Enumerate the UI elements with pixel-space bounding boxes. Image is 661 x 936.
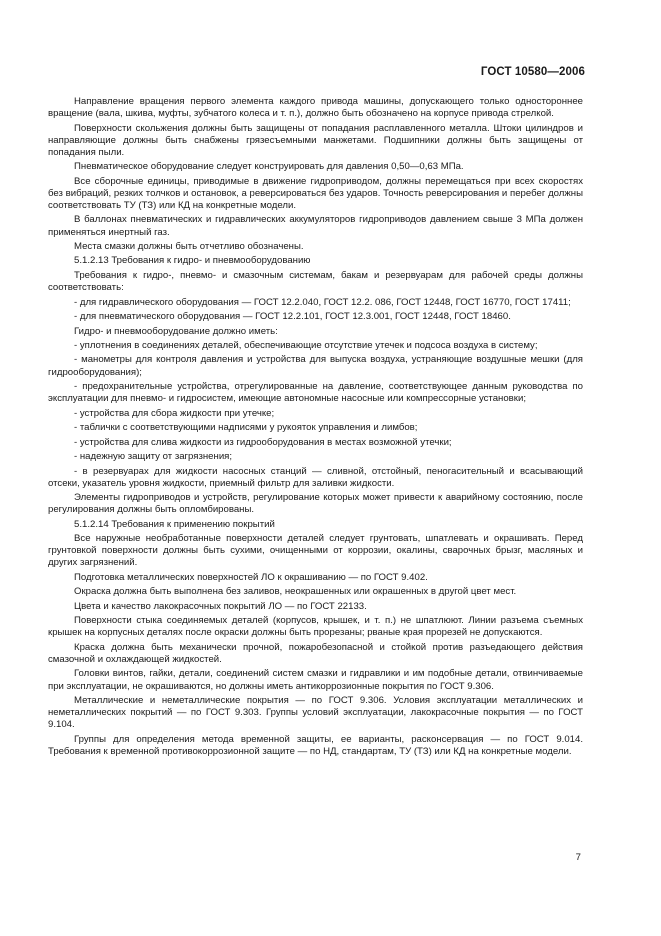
paragraph: Цвета и качество лакокрасочных покрытий ЛО — по ГОСТ 22133. [74, 600, 367, 612]
list-item: - для гидравлического оборудования — ГОСТ 12.2.040, ГОСТ 12.2. 086, ГОСТ 12448, ГОСТ 16770, ГОСТ 17411; [74, 296, 571, 308]
paragraph: Окраска должна быть выполнена без заливов, неокрашенных или окрашенных в другой цвет мест. [74, 586, 517, 598]
document-body [48, 96, 583, 760]
paragraph: Места смазки должны быть отчетливо обозначены. [74, 240, 304, 252]
list-item: - предохранительные устройства, отрегулированные на давление, соответствующее данным руководства по эксплуатации для пневмо- и гидросистем, имеющие автономные насосные или компрессорные установки; [48, 381, 583, 405]
list-item: - уплотнения в соединениях деталей, обеспечивающие отсутствие утечек и подсоса воздуха в систему; [74, 339, 538, 351]
list-item: - устройства для сбора жидкости при утечке; [74, 407, 275, 419]
list-item: - манометры для контроля давления и устройства для выпуска воздуха, устраняющие воздушные мешки (для гидрооборудования); [48, 354, 583, 378]
paragraph: Головки винтов, гайки, детали, соединений систем смазки и гидравлики и им подобные детали, отвинчиваемые при эксплуатации, не окрашиваются, но должны иметь антикоррозионные покрытия по ГОСТ 9.306. [48, 668, 583, 692]
paragraph: Группы для определения метода временной защиты, ее варианты, расконсервация — по ГОСТ 9.014. Требования к временной противокоррозионной защите — по НД, стандартам, ТУ (ТЗ) или КД на конкретные модели. [48, 733, 583, 757]
paragraph: Требования к гидро-, пневмо- и смазочным системам, бакам и резервуарам для рабочей среды должны соответствовать: [48, 269, 583, 294]
section-heading: 5.1.2.13 Требования к гидро- и пневмооборудованию [74, 255, 311, 267]
paragraph: Пневматическое оборудование следует конструировать для давления 0,50—0,63 МПа. [74, 161, 464, 173]
paragraph: Краска должна быть механически прочной, пожаробезопасной и стойкой против разъедающего действия смазочной и охлаждающей жидкостей. [48, 641, 583, 665]
page-number: 7 [575, 852, 581, 863]
paragraph: Металлические и неметаллические покрытия — по ГОСТ 9.306. Условия эксплуатации металлических и неметаллических покрытий — по ГОСТ 9.303. Группы условий эксплуатации, лакокрасочные покрытия — по ГОСТ 9.104. [48, 695, 583, 731]
document-header: ГОСТ 10580—2006 [480, 66, 585, 78]
paragraph: Все сборочные единицы, приводимые в движение гидроприводом, должны перемещаться при всех скоростях без вибраций, резких толчков и остановок, а реверсироваться без ударов. Точность реверсирования и перебег должны соответствовать ТУ (ТЗ) или КД на конкретные модели. [48, 175, 583, 211]
section-heading: 5.1.2.14 Требования к применению покрытий [74, 518, 275, 530]
list-item: - для пневматического оборудования — ГОСТ 12.2.101, ГОСТ 12.3.001, ГОСТ 12448, ГОСТ 18460. [74, 311, 511, 323]
paragraph: В баллонах пневматических и гидравлических аккумуляторов гидроприводов давлением свыше 3 МПа должен применяться инертный газ. [48, 214, 583, 238]
paragraph: Подготовка металлических поверхностей ЛО к окрашиванию — по ГОСТ 9.402. [74, 571, 428, 583]
list-item: - в резервуарах для жидкости насосных станций — сливной, отстойный, пеногасительный и всасывающий отсеки, указатель уровня жидкости, приемный фильтр для заливки жидкости. [48, 465, 583, 489]
list-item: - устройства для слива жидкости из гидрооборудования в местах возможной утечки; [74, 436, 452, 448]
paragraph: Все наружные необработанные поверхности деталей следует грунтовать, шпатлевать и окрашивать. Перед грунтовкой поверхности должны быть сухими, очищенными от коррозии, окалины, сварочных брызг, масляных и других загрязнений. [48, 533, 583, 569]
paragraph: Элементы гидроприводов и устройств, регулирование которых может привести к аварийному состоянию, после регулирования должны быть опломбированы. [48, 492, 583, 516]
paragraph: Поверхности скольжения должны быть защищены от попадания расплавленного металла. Штоки цилиндров и направляющие должны быть снабжены грязесъемными манжетами. Подшипники должны быть защищены от попадания пыли. [48, 122, 583, 158]
paragraph: Гидро- и пневмооборудование должно иметь: [74, 325, 278, 337]
paragraph: Направление вращения первого элемента каждого привода машины, допускающего только одностороннее вращение (вала, шкива, муфты, зубчатого колеса и т. п.), должно быть обозначено на корпусе привода стрелкой. [48, 96, 583, 120]
list-item: - надежную защиту от загрязнения; [74, 451, 233, 463]
list-item: - таблички с соответствующими надписями у рукояток управления и лимбов; [74, 422, 418, 434]
paragraph: Поверхности стыка соединяемых деталей (корпусов, крышек, и т. п.) не шпатлюют. Линии разъема съемных крышек на корпусных деталях после окраски должны быть прорезаны; рваные края прорезей не допускаются. [48, 615, 583, 639]
